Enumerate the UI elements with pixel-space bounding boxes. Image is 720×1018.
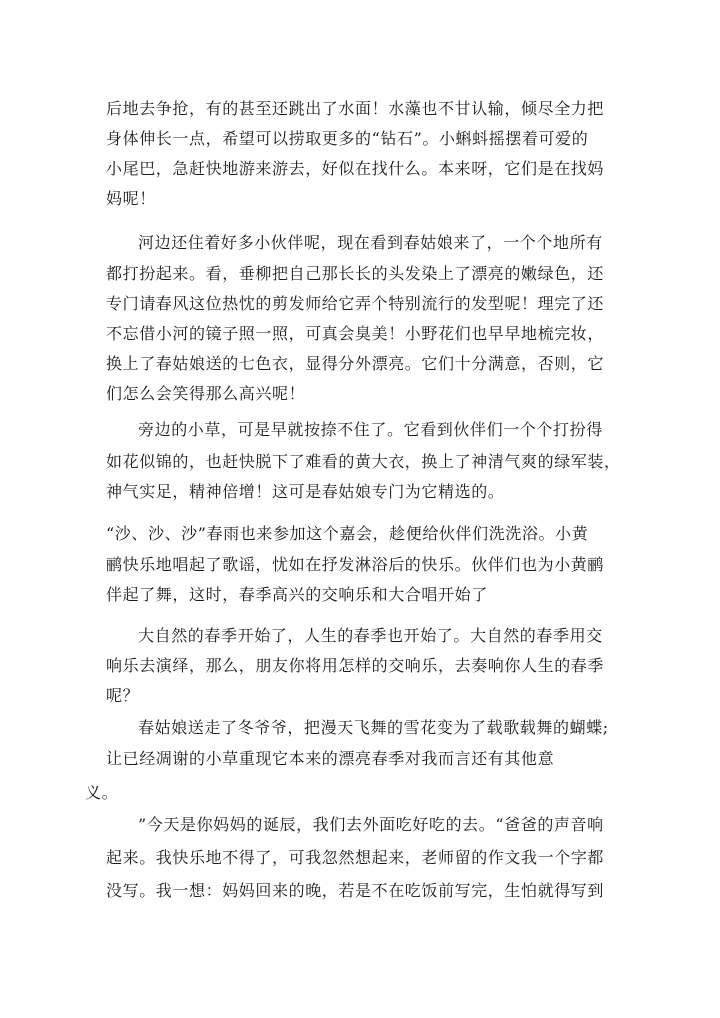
text-line: 没写。我一想：妈妈回来的晚，若是不在吃饭前写完，生怕就得写到 <box>106 881 605 900</box>
text-line: ”今天是你妈妈的诞辰，我们去外面吃好吃的去。“爸爸的声音响 <box>138 815 604 834</box>
text-line: 鹂快乐地唱起了歌谣，忧如在抒发淋浴后的快乐。伙伴们也为小黄鹂 <box>106 555 605 574</box>
text-line: 义。 <box>85 783 119 802</box>
text-line: 起来。我快乐地不得了，可我忽然想起来，老师留的作文我一个字都 <box>106 848 605 867</box>
text-line: 专门请春风这位热忱的剪发师给它弄个特别流行的发型呢！理完了还 <box>106 294 605 313</box>
text-line: 春姑娘送走了冬爷爷，把漫天飞舞的雪花变为了载歌载舞的蝴蝶; <box>138 718 609 737</box>
text-line: 河边还住着好多小伙伴呢，现在看到春姑娘来了，一个个地所有 <box>138 233 603 252</box>
text-line: 妈呢！ <box>106 189 156 208</box>
text-line: 如花似锦的，也赶快脱下了难看的黄大衣，换上了神清气爽的绿军装， <box>106 452 621 471</box>
text-line: 响乐去演绎，那么，朋友你将用怎样的交响乐，去奏响你人生的春季 <box>106 656 605 675</box>
text-line: 后地去争抢，有的甚至还跳出了水面！水藻也不甘认输，倾尽全力把 <box>106 99 605 118</box>
text-line: 呢？ <box>106 686 140 705</box>
text-line: 小尾巴，急赶快地游来游去，好似在找什么。本来呀，它们是在找妈 <box>106 159 605 178</box>
text-line: 大自然的春季开始了，人生的春季也开始了。大自然的春季用交 <box>138 626 603 645</box>
text-line: 神气实足，精神倍增！这可是春姑娘专门为它精选的。 <box>106 482 505 501</box>
text-line: “沙、沙、沙”春雨也来参加这个嘉会，趁便给伙伴们洗洗浴。小黄 <box>106 524 589 543</box>
text-line: 们怎么会笑得那么高兴呢！ <box>106 384 306 403</box>
text-line: 换上了春姑娘送的七色衣，显得分外漂亮。它们十分满意，否则，它 <box>106 354 605 373</box>
text-line: 身体伸长一点，希望可以捞取更多的“钻石”。小蝌蚪摇摆着可爱的 <box>106 129 589 148</box>
text-line: 不忘借小河的镜子照一照，可真会臭美！小野花们也早早地梳完妆， <box>106 324 605 343</box>
text-line: 让已经凋谢的小草重现它本来的漂亮春季对我而言还有其他意 <box>106 749 555 768</box>
text-line: 伴起了舞，这时，春季高兴的交响乐和大合唱开始了 <box>106 585 488 604</box>
text-line: 旁边的小草，可是早就按捺不住了。它看到伙伴们一个个打扮得 <box>138 420 603 439</box>
text-line: 都打扮起来。看，垂柳把自己那长长的头发染上了漂亮的嫩绿色，还 <box>106 264 605 283</box>
